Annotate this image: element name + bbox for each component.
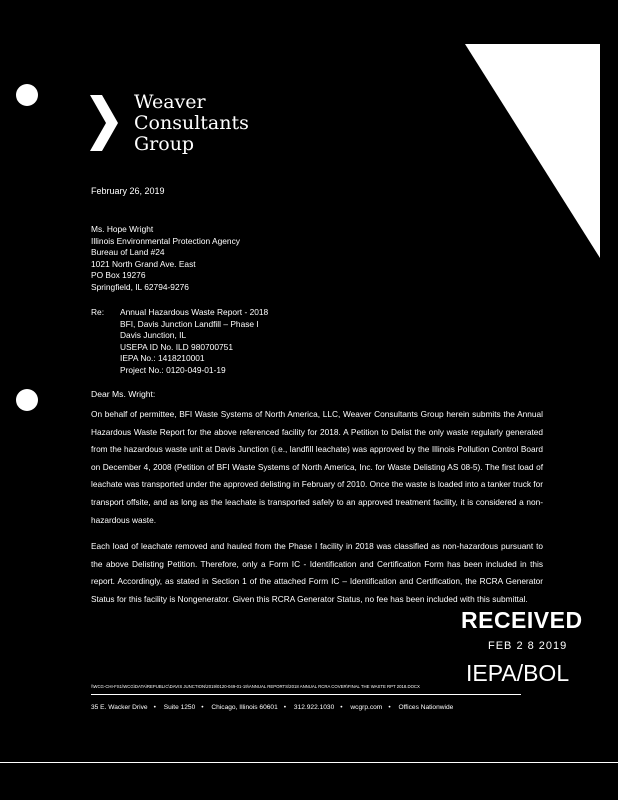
footer-separator: •: [201, 704, 204, 711]
subject-line: BFI, Davis Junction Landfill – Phase I: [120, 318, 259, 329]
footer-separator: •: [153, 704, 156, 711]
recipient-name: Ms. Hope Wright: [91, 224, 154, 234]
body-paragraph-2: Each load of leachate removed and hauled from the Phase I facility in 2018 was classified as non-hazardous pursuant to the above Delisting Petition. Therefore, only a Form IC - Identification and Certification Form has been included in this report. Accordingly, as stated in Section 1 of the attached Form IC – Identification and Certification, the RCRA Generator Status for this facility is Nongenerator. Given this RCRA Generator Status, no fee has been included with this submittal.: [91, 541, 543, 604]
received-stamp-date: FEB 2 8 2019: [488, 640, 568, 652]
footer-city: Chicago, Illinois 60601: [211, 704, 278, 711]
subject-line: Davis Junction, IL: [120, 330, 187, 341]
weaver-logo-icon: [88, 95, 128, 151]
letter-date: February 26, 2019: [91, 186, 165, 196]
footer-phone: 312.922.1030: [293, 704, 335, 711]
recipient-organization: Illinois Environmental Protection Agency: [91, 235, 240, 246]
subject-block: [120, 307, 268, 377]
company-name-line-2: Consultants: [134, 112, 249, 134]
company-name-line-1: Weaver: [134, 91, 206, 113]
subject-line: Project No.: 0120-049-01-19: [120, 364, 226, 375]
body-paragraph-1: On behalf of permittee, BFI Waste Systems of North America, LLC, Weaver Consultants Group herein submits the Annual Hazardous Waste Report for the above referenced facility for 2018. A Petition to Delist the only waste regularly generated from the hazardous waste unit at Davis Junction (i.e., landfill leachate) was approved by the Illinois Pollution Control Board on December 4, 2008 (Petition of BFI Waste Systems of North America, Inc. for Waste Delisting AS 08-5). The first load of leachate was transported under the approved delisting in February of 2010. Once the waste is loaded into a tanker truck for transport offsite, and as long as the leachate is transported safely to an approved treatment facility, it is considered a non-hazardous waste.: [91, 409, 543, 525]
company-name: [134, 92, 249, 155]
subject-line: USEPA ID No. ILD 980700751: [120, 341, 233, 352]
salutation: Dear Ms. Wright:: [91, 389, 156, 399]
footer-suite: Suite 1250: [163, 704, 196, 711]
subject-line: Annual Hazardous Waste Report - 2018: [120, 307, 269, 317]
footer-separator: •: [388, 704, 391, 711]
recipient-street: 1021 North Grand Ave. East: [91, 258, 196, 269]
page-bottom-edge: [0, 762, 618, 763]
re-label: Re:: [91, 307, 105, 317]
footer-separator: •: [283, 704, 287, 711]
footer-website: wcgrp.com: [350, 704, 383, 711]
recipient-city: Springfield, IL 62794-9276: [91, 281, 189, 292]
recipient-bureau: Bureau of Land #24: [91, 247, 165, 258]
footer-separator: •: [340, 704, 343, 711]
footer-address: 35 E. Wacker Drive: [91, 704, 148, 711]
subject-line: IEPA No.: 1418210001: [120, 353, 205, 364]
received-stamp-agency: IEPA/BOL: [466, 660, 570, 686]
recipient-po-box: PO Box 19276: [91, 270, 146, 281]
footer-divider: [91, 694, 521, 695]
received-stamp: RECEIVED: [461, 607, 583, 633]
footer-offices: Offices Nationwide: [398, 704, 454, 711]
footer-contact: [91, 704, 459, 711]
recipient-address: [91, 224, 240, 294]
company-name-line-3: Group: [134, 133, 195, 155]
footer-file-path: \\WCG-CHI-FS1\WCG\DATA\REPUBLIC\DAVIS JUNCTION\2019\0120-049-01-19\ANNUAL REPORTS\2018 ANNUAL RCRA COVER\FINAL THE WASTE RPT 2018.DOCX: [91, 684, 420, 689]
